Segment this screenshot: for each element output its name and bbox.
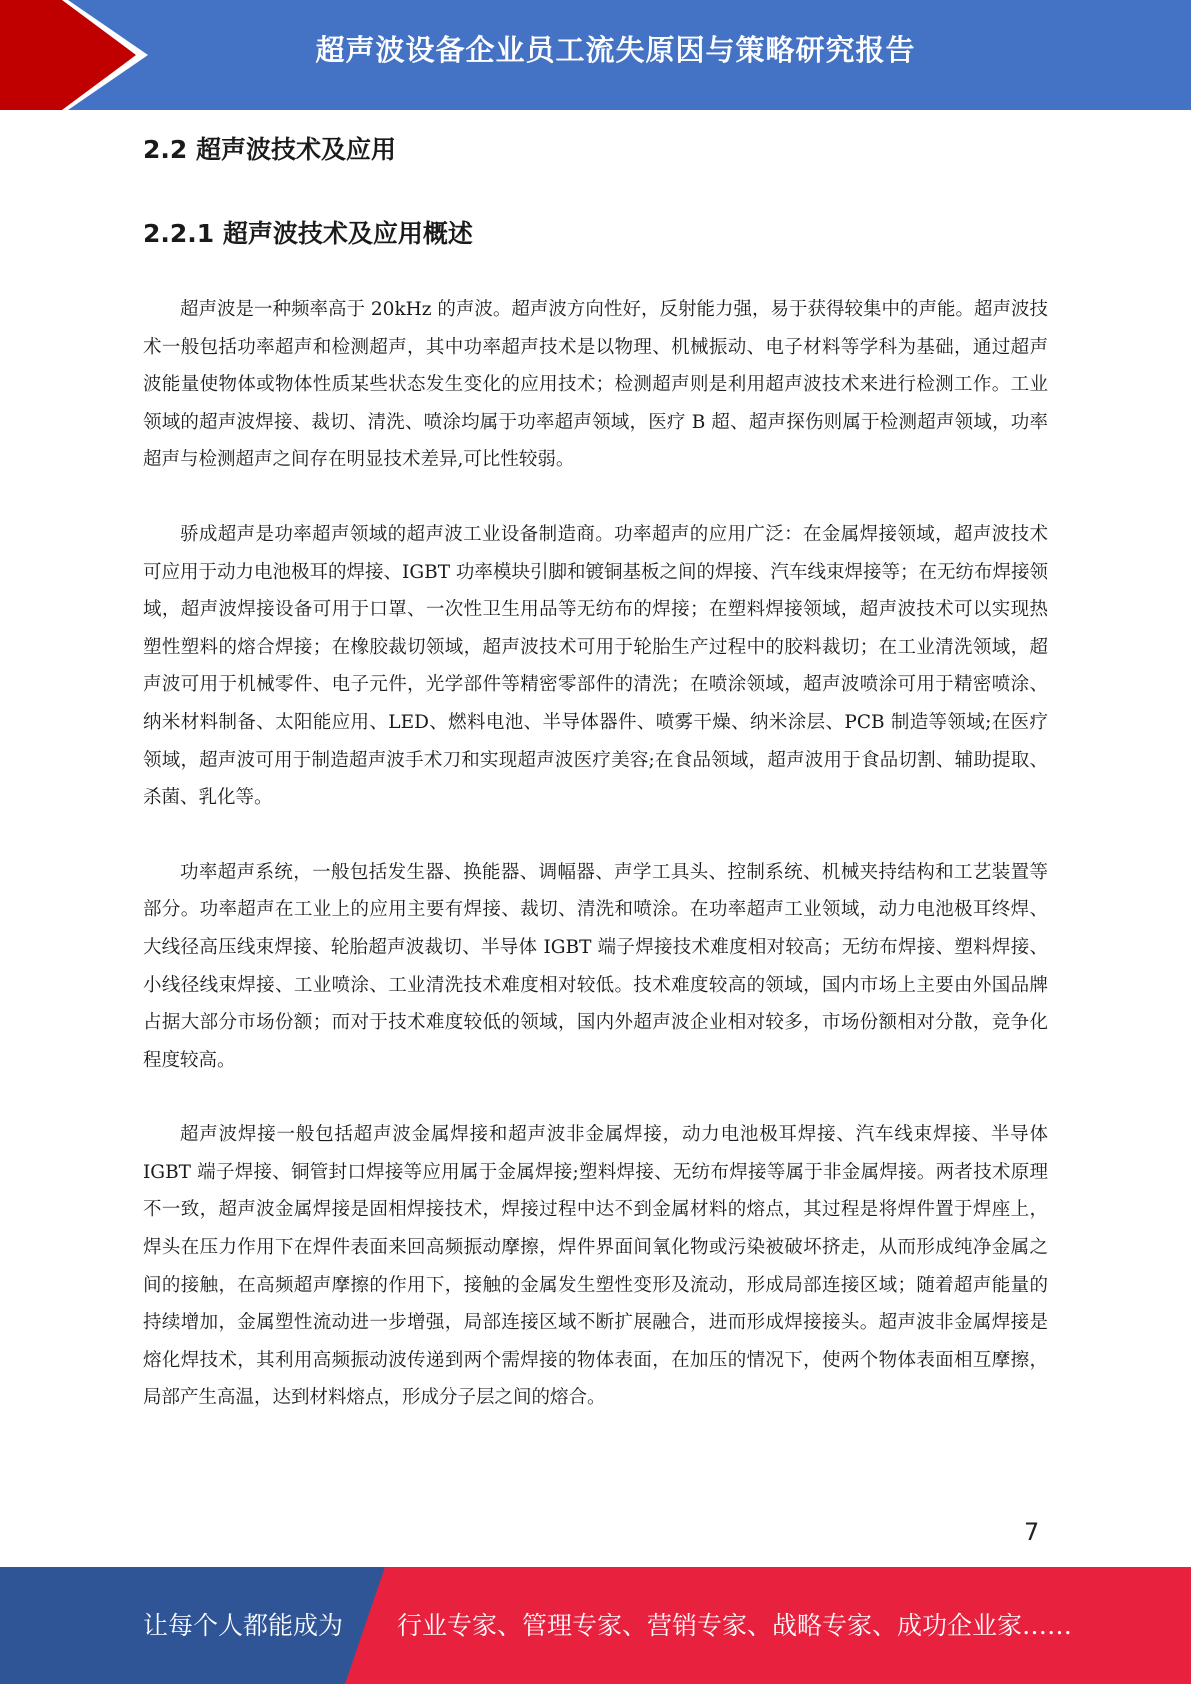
report-title: 超声波设备企业员工流失原因与策略研究报告 [315, 33, 916, 67]
header-band [0, 0, 1191, 110]
section-heading: 2.2 超声波技术及应用 [143, 135, 396, 164]
subsection-heading: 2.2.1 超声波技术及应用概述 [143, 219, 473, 248]
document-body [143, 128, 1048, 1417]
paragraph-4: 超声波焊接一般包括超声波金属焊接和超声波非金属焊接，动力电池极耳焊接、汽车线束焊接、半导体 IGBT 端子焊接、铜管封口焊接等应用属于金属焊接;塑料焊接、无纺布焊接等属于非金属焊接。两者技术原理不一致，超声波金属焊接是固相焊接技术，焊接过程中达不到金属材料的熔点，其过程是将焊件置于焊座上，焊头在压力作用下在焊件表面来回高频振动摩擦，焊件界面间氧化物或污染被破坏挤走，从而形成纯净金属之间的接触，在高频超声摩擦的作用下，接触的金属发生塑性变形及流动，形成局部连接区域；随着超声能量的持续增加，金属塑性流动进一步增强，局部连接区域不断扩展融合，进而形成焊接接头。超声波非金属焊接是熔化焊技术，其利用高频振动波传递到两个需焊接的物体表面，在加压的情况下，使两个物体表面相互摩擦，局部产生高温，达到材料熔点，形成分子层之间的熔合。 [143, 1124, 1048, 1409]
paragraph-3: 功率超声系统，一般包括发生器、换能器、调幅器、声学工具头、控制系统、机械夹持结构和工艺装置等部分。功率超声在工业上的应用主要有焊接、裁切、清洗和喷涂。在功率超声工业领域，动力电池极耳终焊、大线径高压线束焊接、轮胎超声波裁切、半导体 IGBT 端子焊接技术难度相对较高；无纺布焊接、塑料焊接、小线径线束焊接、工业喷涂、工业清洗技术难度相对较低。技术难度较高的领域，国内市场上主要由外国品牌占据大部分市场份额；而对于技术难度较低的领域，国内外超声波企业相对较多，市场份额相对分散，竞争化程度较高。 [143, 861, 1048, 1071]
page-number: 7 [1024, 1518, 1040, 1546]
paragraph-1: 超声波是一种频率高于 20kHz 的声波。超声波方向性好，反射能力强，易于获得较集中的声能。超声波技术一般包括功率超声和检测超声，其中功率超声技术是以物理、机械振动、电子材料等学科为基础，通过超声波能量使物体或物体性质某些状态发生变化的应用技术；检测超声则是利用超声波技术来进行检测工作。工业领域的超声波焊接、裁切、清洗、喷涂均属于功率超声领域，医疗 B 超、超声探伤则属于检测超声领域，功率超声与检测超声之间存在明显技术差异,可比性较弱。 [143, 299, 1048, 471]
footer-slogan-left: 让每个人都能成为 [143, 1611, 344, 1640]
footer-band [0, 1567, 1191, 1684]
footer-slogan-right: 行业专家、管理专家、营销专家、战略专家、成功企业家…… [397, 1611, 1073, 1640]
paragraph-2: 骄成超声是功率超声领域的超声波工业设备制造商。功率超声的应用广泛：在金属焊接领域，超声波技术可应用于动力电池极耳的焊接、IGBT 功率模块引脚和镀铜基板之间的焊接、汽车线束焊接等；在无纺布焊接领域，超声波焊接设备可用于口罩、一次性卫生用品等无纺布的焊接；在塑料焊接领域，超声波技术可以实现热塑性塑料的熔合焊接；在橡胶裁切领域，超声波技术可用于轮胎生产过程中的胶料裁切；在工业清洗领域，超声波可用于机械零件、电子元件，光学部件等精密零部件的清洗；在喷涂领域，超声波喷涂可用于精密喷涂、纳米材料制备、太阳能应用、LED、燃料电池、半导体器件、喷雾干燥、纳米涂层、PCB 制造等领域;在医疗领域，超声波可用于制造超声波手术刀和实现超声波医疗美容;在食品领域，超声波用于食品切割、辅助提取、杀菌、乳化等。 [143, 523, 1048, 809]
